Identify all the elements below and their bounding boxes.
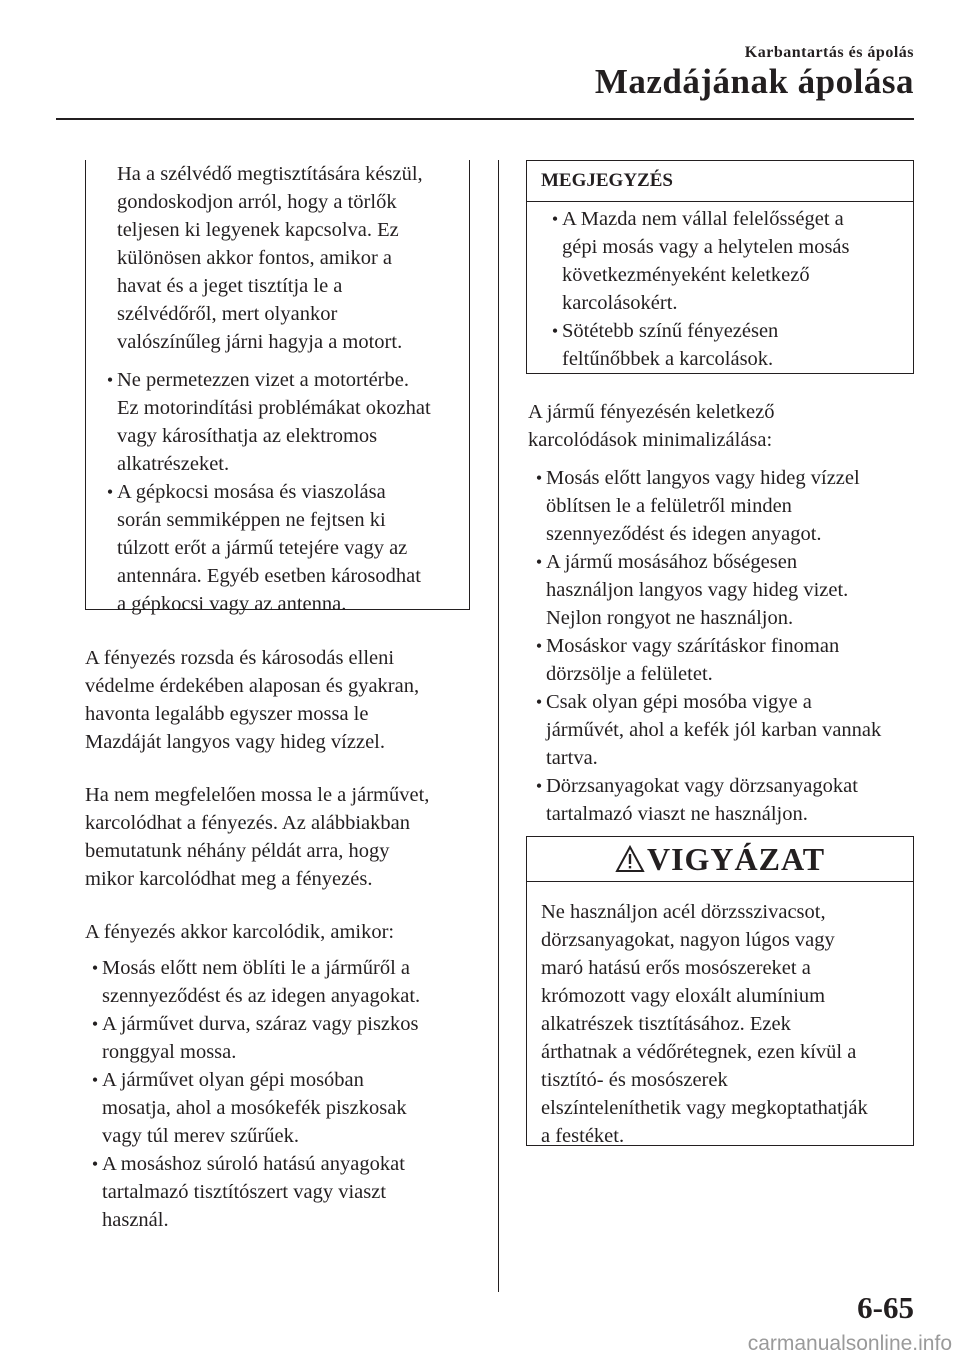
list-item (103, 478, 463, 618)
text-line: bemutatunk néhány példát arra, hogy (85, 840, 390, 862)
text-line: a festéket. (541, 1125, 625, 1147)
text-line: ronggyal mossa. (102, 1041, 237, 1063)
text-line: A fényezés akkor karcolódik, amikor: (85, 921, 395, 943)
text-line: a gépkocsi vagy az antenna. (117, 593, 347, 615)
text-line: krómozott vagy eloxált alumínium (541, 985, 826, 1007)
text-line: A járművet durva, száraz vagy piszkos (102, 1013, 419, 1035)
bullet-icon: • (551, 321, 559, 341)
text-line: A járművet olyan gépi mosóban (102, 1069, 364, 1091)
text-line: havonta legalább egyszer mossa le (85, 703, 369, 725)
page-number: 6-65 (857, 1290, 914, 1325)
paragraph (85, 781, 470, 893)
text-line: Ha a szélvédő megtisztítására készül, (117, 163, 423, 185)
text-line: vagy károsíthatja az elektromos (117, 425, 378, 447)
text-line: A fényezés rozsda és károsodás elleni (85, 647, 395, 669)
bullet-icon: • (106, 482, 114, 502)
text-line: A mosáshoz súroló hatású anyagokat (102, 1153, 405, 1175)
text-line: A jármű mosásához bőségesen (546, 551, 798, 573)
page-title: Mazdájának ápolása (594, 62, 914, 101)
text-line: túlzott erőt a jármű tetejére vagy az (117, 537, 408, 559)
text-line: Sötétebb színű fényezésen (562, 320, 779, 342)
warning-box (526, 836, 914, 1146)
bullet-icon: • (551, 209, 559, 229)
text-line: árthatnak a védőrétegnek, ezen kívül a (541, 1041, 857, 1063)
list-item (88, 1010, 470, 1066)
list-item (532, 464, 918, 548)
bullet-icon: • (91, 1070, 99, 1090)
bullet-icon: • (106, 370, 114, 390)
text-line: dörzsölje a felületet. (546, 663, 713, 685)
text-line: karcolódhat a fényezés. Az alábbiakban (85, 812, 410, 834)
list-item (103, 366, 463, 478)
text-line: alkatrészeket. (117, 453, 230, 475)
text-line: különösen akkor fontos, amikor a (117, 247, 392, 269)
text-line: szélvédőről, mert olyankor (117, 303, 338, 325)
text-line: maró hatású erős mosószereket a (541, 957, 811, 979)
list-item (532, 688, 918, 772)
column-divider (498, 160, 499, 1292)
warning-heading: VIGYÁZAT (646, 840, 826, 877)
text-line: Dörzsanyagokat vagy dörzsanyagokat (546, 775, 858, 797)
text-line: Csak olyan gépi mosóba vigye a (546, 691, 812, 713)
text-line: karcolódások minimalizálása: (528, 429, 773, 451)
left-column-body (85, 644, 470, 1234)
text-line: Nejlon rongyot ne használjon. (546, 607, 794, 629)
text-line: antennára. Egyéb esetben károsodhat (117, 565, 421, 587)
text-line: védelme érdekében alaposan és gyakran, (85, 675, 420, 697)
bullet-icon: • (535, 636, 543, 656)
text-line: karcolásokért. (562, 292, 678, 314)
note-heading: MEGJEGYZÉS (527, 161, 913, 202)
list-item (548, 205, 907, 317)
text-line: mikor karcolódhat meg a fényezés. (85, 868, 373, 890)
text-line: dörzsanyagokat, nagyon lúgos vagy (541, 929, 835, 951)
text-line: használjon langyos vagy hideg vizet. (546, 579, 849, 601)
paragraph (85, 918, 470, 946)
list-item (88, 1066, 470, 1150)
text-line: elszínteleníthetik vagy megkoptathatják (541, 1097, 868, 1119)
text-line: során semmiképpen ne fejtsen ki (117, 509, 386, 531)
left-caution-continuation-box (85, 160, 470, 615)
list-item (532, 632, 918, 688)
text-line: feltűnőbbek a karcolások. (562, 348, 774, 370)
bullet-list (528, 464, 918, 828)
text-line: A jármű fényezésén keletkező (528, 401, 775, 423)
list-item (532, 548, 918, 632)
box-lead-text (103, 160, 463, 356)
text-line: valószínűleg járni hagyja a motort. (117, 331, 403, 353)
text-line: alkatrészek tisztításához. Ezek (541, 1013, 791, 1035)
bullet-icon: • (535, 692, 543, 712)
text-line: következményeként keletkező (562, 264, 810, 286)
text-line: teljesen ki legyenek kapcsolva. Ez (117, 219, 399, 241)
text-line: tartalmazó tisztítószert vagy viaszt (102, 1181, 387, 1203)
list-item (548, 317, 907, 373)
text-line: Ha nem megfelelően mossa le a járművet, (85, 784, 430, 806)
warning-header (527, 837, 913, 882)
warning-triangle-icon (615, 845, 645, 873)
bullet-icon: • (91, 1014, 99, 1034)
text-line: szennyeződést és idegen anyagot. (546, 523, 822, 545)
list-item (88, 1150, 470, 1234)
text-line: vagy túl merev szűrűek. (102, 1125, 299, 1147)
text-line: Ne permetezzen vizet a motortérbe. (117, 369, 409, 391)
text-line: Ez motorindítási problémákat okozhat (117, 397, 431, 419)
note-box (526, 160, 914, 374)
text-line: gépi mosás vagy a helytelen mosás (562, 236, 850, 258)
text-line: mosatja, ahol a mosókefék piszkosak (102, 1097, 407, 1119)
text-line: Mosás előtt langyos vagy hideg vízzel (546, 467, 860, 489)
text-line: tartalmazó viaszt ne használjon. (546, 803, 808, 825)
section-label: Karbantartás és ápolás (744, 44, 914, 61)
text-line: gondoskodjon arról, hogy a törlők (117, 191, 397, 213)
text-line: Mosáskor vagy szárításkor finoman (546, 635, 840, 657)
text-line: havat és a jeget tisztítja le a (117, 275, 343, 297)
bullet-icon: • (535, 468, 543, 488)
text-line: öblítsen le a felületről minden (546, 495, 792, 517)
text-line: Mosás előtt nem öblíti le a járműről a (102, 957, 411, 979)
list-item (532, 772, 918, 828)
list-item (88, 954, 470, 1010)
text-line: tisztító- és mosószerek (541, 1069, 728, 1091)
text-line: Ne használjon acél dörzsszivacsot, (541, 901, 826, 923)
text-line: szennyeződést és az idegen anyagokat. (102, 985, 421, 1007)
paragraph (528, 398, 918, 454)
text-line: tartva. (546, 747, 598, 769)
right-column-body (528, 398, 918, 828)
bullet-icon: • (91, 1154, 99, 1174)
text-line: A Mazda nem vállal felelősséget a (562, 208, 844, 230)
text-line: használ. (102, 1209, 169, 1231)
text-line: Mazdáját langyos vagy hideg vízzel. (85, 731, 385, 753)
bullet-icon: • (535, 552, 543, 572)
bullet-icon: • (535, 776, 543, 796)
bullet-icon: • (91, 958, 99, 978)
text-line: A gépkocsi mosása és viaszolása (117, 481, 386, 503)
header-rule (56, 118, 914, 120)
text-line: járművét, ahol a kefék jól karban vannak (546, 719, 882, 741)
warning-text (527, 882, 913, 1150)
paragraph (85, 644, 470, 756)
bullet-list (85, 954, 470, 1234)
watermark: carmanualsonline.info (747, 1332, 952, 1355)
